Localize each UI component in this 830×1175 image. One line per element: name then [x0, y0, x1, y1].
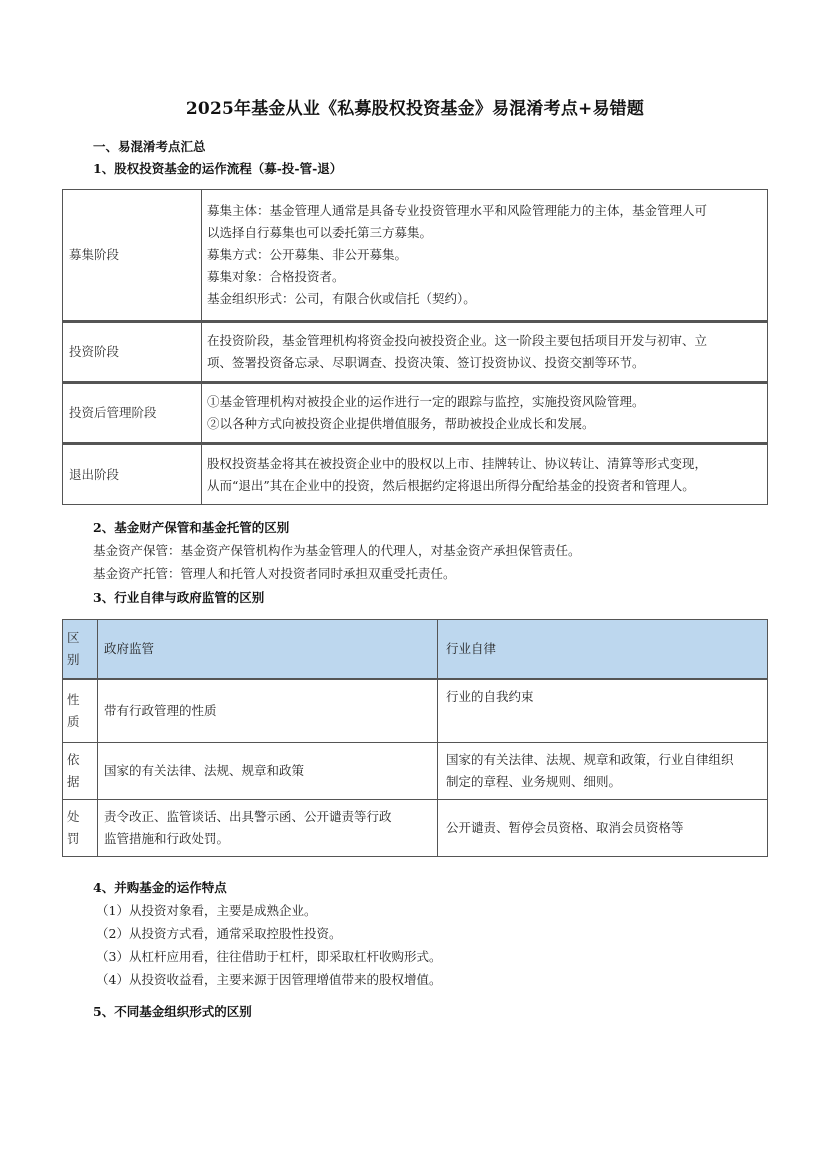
table-row — [63, 322, 768, 383]
list-item: （2）从投资方式看，通常采取控股性投资。 — [96, 926, 342, 941]
row-label: 依 据 — [63, 743, 98, 800]
section-heading: 一、易混淆考点汇总 — [93, 139, 206, 154]
row-label: 处 罚 — [63, 800, 98, 857]
table-row — [63, 383, 768, 444]
regulation-comparison-table — [62, 619, 768, 857]
stage-description: 股权投资基金将其在被投资企业中的股权以上市、挂牌转让、协议转让、清算等形式变现， 从而“退出”其在企业中的投资，然后根据约定将退出所得分配给基金的投资者和管理人。 — [202, 444, 768, 505]
self-cell: 国家的有关法律、法规、规章和政策，行业自律组织 制定的章程、业务规则、细则。 — [438, 743, 768, 800]
table-row — [63, 679, 768, 743]
topic-3-heading: 3、行业自律与政府监管的区别 — [93, 590, 265, 605]
topic-5-heading: 5、不同基金组织形式的区别 — [93, 1004, 252, 1019]
stage-description: ①基金管理机构对被投企业的运作进行一定的跟踪与监控，实施投资风险管理。 ②以各种方式向被投资企业提供增值服务，帮助被投企业成长和发展。 — [202, 383, 768, 444]
topic-1-heading: 1、股权投资基金的运作流程（募-投-管-退） — [93, 161, 343, 176]
self-cell: 行业的自我约束 — [438, 679, 768, 743]
operation-flow-table — [62, 189, 768, 505]
row-label: 性 质 — [63, 679, 98, 743]
table-row — [63, 190, 768, 322]
table-row — [63, 800, 768, 857]
stage-label: 投资后管理阶段 — [63, 383, 202, 444]
stage-label: 募集阶段 — [63, 190, 202, 322]
header-cell: 行业自律 — [438, 620, 768, 680]
stage-description: 募集主体：基金管理人通常是具备专业投资管理水平和风险管理能力的主体，基金管理人可 以选择自行募集也可以委托第三方募集。 募集方式：公开募集、非公开募集。 募集对象：合格投资者。 基金组织形式：公司，有限合伙或信托（契约）。 — [202, 190, 768, 322]
header-cell: 政府监管 — [98, 620, 438, 680]
list-item: （3）从杠杆应用看，往往借助于杠杆，即采取杠杆收购形式。 — [96, 949, 442, 964]
topic-4-heading: 4、并购基金的运作特点 — [93, 880, 227, 895]
table-header-row — [63, 620, 768, 680]
header-cell: 区 别 — [63, 620, 98, 680]
self-cell: 公开谴责、暂停会员资格、取消会员资格等 — [438, 800, 768, 857]
table-row — [63, 444, 768, 505]
stage-label: 投资阶段 — [63, 322, 202, 383]
page-title: 2025年基金从业《私募股权投资基金》易混淆考点+易错题 — [185, 99, 645, 119]
trust-definition: 基金资产托管：管理人和托管人对投资者同时承担双重受托责任。 — [93, 566, 456, 581]
list-item: （1）从投资对象看，主要是成熟企业。 — [96, 903, 317, 918]
table-row — [63, 743, 768, 800]
gov-cell: 国家的有关法律、法规、规章和政策 — [98, 743, 438, 800]
custody-definition: 基金资产保管：基金资产保管机构作为基金管理人的代理人，对基金资产承担保管责任。 — [93, 543, 581, 558]
gov-cell: 责令改正、监管谈话、出具警示函、公开谴责等行政 监管措施和行政处罚。 — [98, 800, 438, 857]
list-item: （4）从投资收益看，主要来源于因管理增值带来的股权增值。 — [96, 972, 442, 987]
stage-description: 在投资阶段，基金管理机构将资金投向被投资企业。这一阶段主要包括项目开发与初审、立 项、签署投资备忘录、尽职调查、投资决策、签订投资协议、投资交割等环节。 — [202, 322, 768, 383]
gov-cell: 带有行政管理的性质 — [98, 679, 438, 743]
stage-label: 退出阶段 — [63, 444, 202, 505]
topic-2-heading: 2、基金财产保管和基金托管的区别 — [93, 520, 290, 535]
